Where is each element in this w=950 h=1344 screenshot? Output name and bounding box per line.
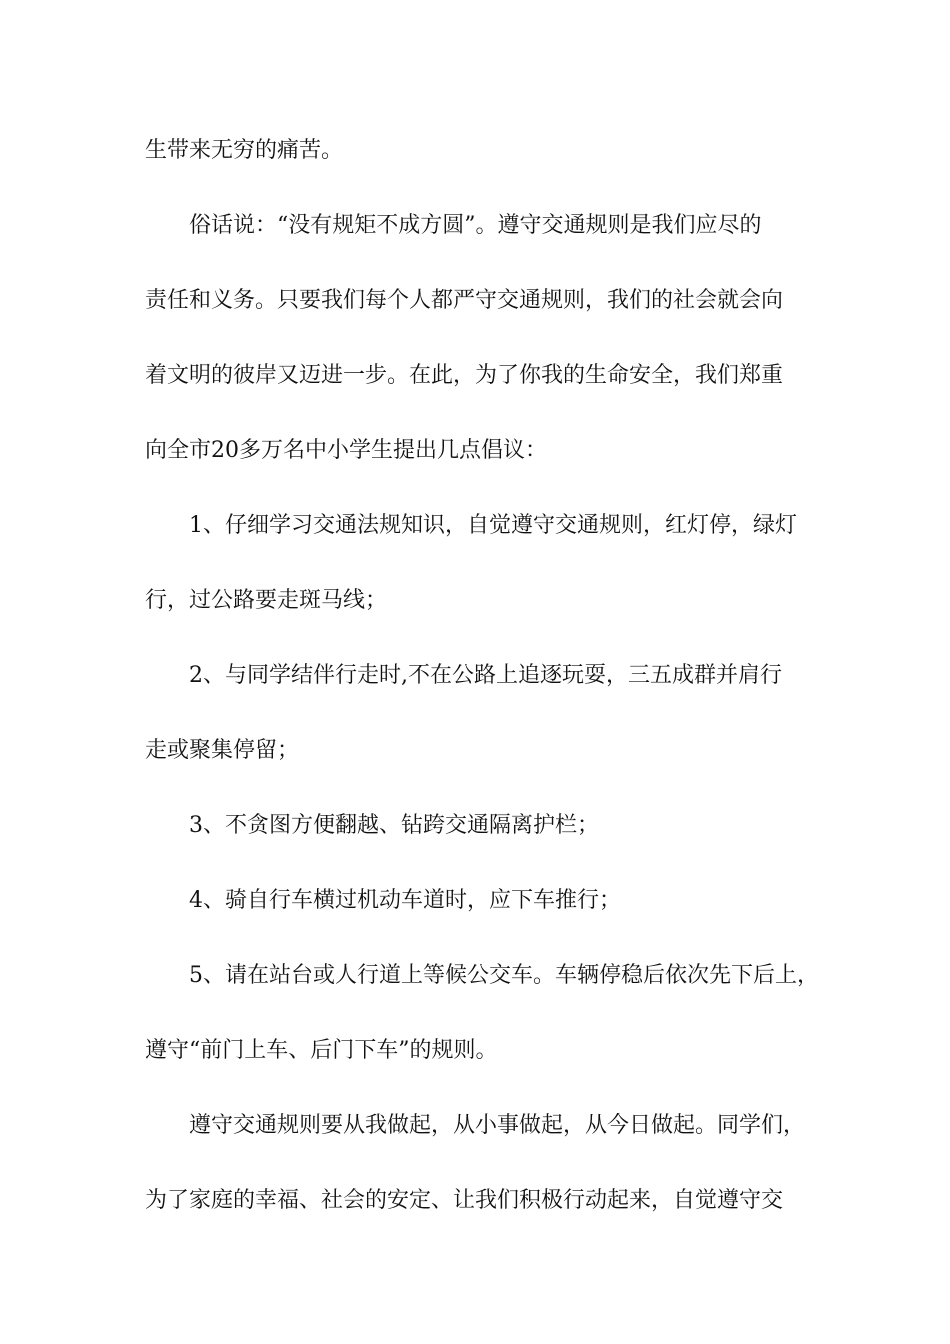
text-line-3: 责任和义务。只要我们每个人都严守交通规则，我们的社会就会向 xyxy=(145,288,784,313)
text-line-7: 行，过公路要走斑马线； xyxy=(145,588,388,613)
text-line-8: 2、与同学结伴行走时,不在公路上追逐玩耍，三五成群并肩行 xyxy=(189,663,782,688)
text-line-10: 3、不贪图方便翻越、钻跨交通隔离护栏； xyxy=(189,813,599,838)
text-line-4: 着文明的彼岸又迈进一步。在此，为了你我的生命安全，我们郑重 xyxy=(145,363,784,388)
text-line-1: 生带来无穷的痛苦。 xyxy=(145,138,344,163)
text-line-9: 走或聚集停留； xyxy=(145,738,300,763)
text-line-15: 为了家庭的幸福、社会的安定、让我们积极行动起来，自觉遵守交 xyxy=(145,1188,784,1213)
text-line-6: 1、仔细学习交通法规知识，自觉遵守交通规则，红灯停，绿灯 xyxy=(189,513,797,538)
text-line-12: 5、请在站台或人行道上等候公交车。车辆停稳后依次先下后上， xyxy=(189,963,819,988)
text-line-13: 遵守“前门上车、后门下车”的规则。 xyxy=(145,1038,498,1063)
text-line-14: 遵守交通规则要从我做起，从小事做起，从今日做起。同学们， xyxy=(189,1113,806,1138)
text-line-2: 俗话说：“没有规矩不成方圆”。遵守交通规则是我们应尽的 xyxy=(189,213,762,238)
text-line-11: 4、骑自行车横过机动车道时，应下车推行； xyxy=(189,888,621,913)
text-line-5: 向全市20多万名中小学生提出几点倡议： xyxy=(145,438,547,463)
